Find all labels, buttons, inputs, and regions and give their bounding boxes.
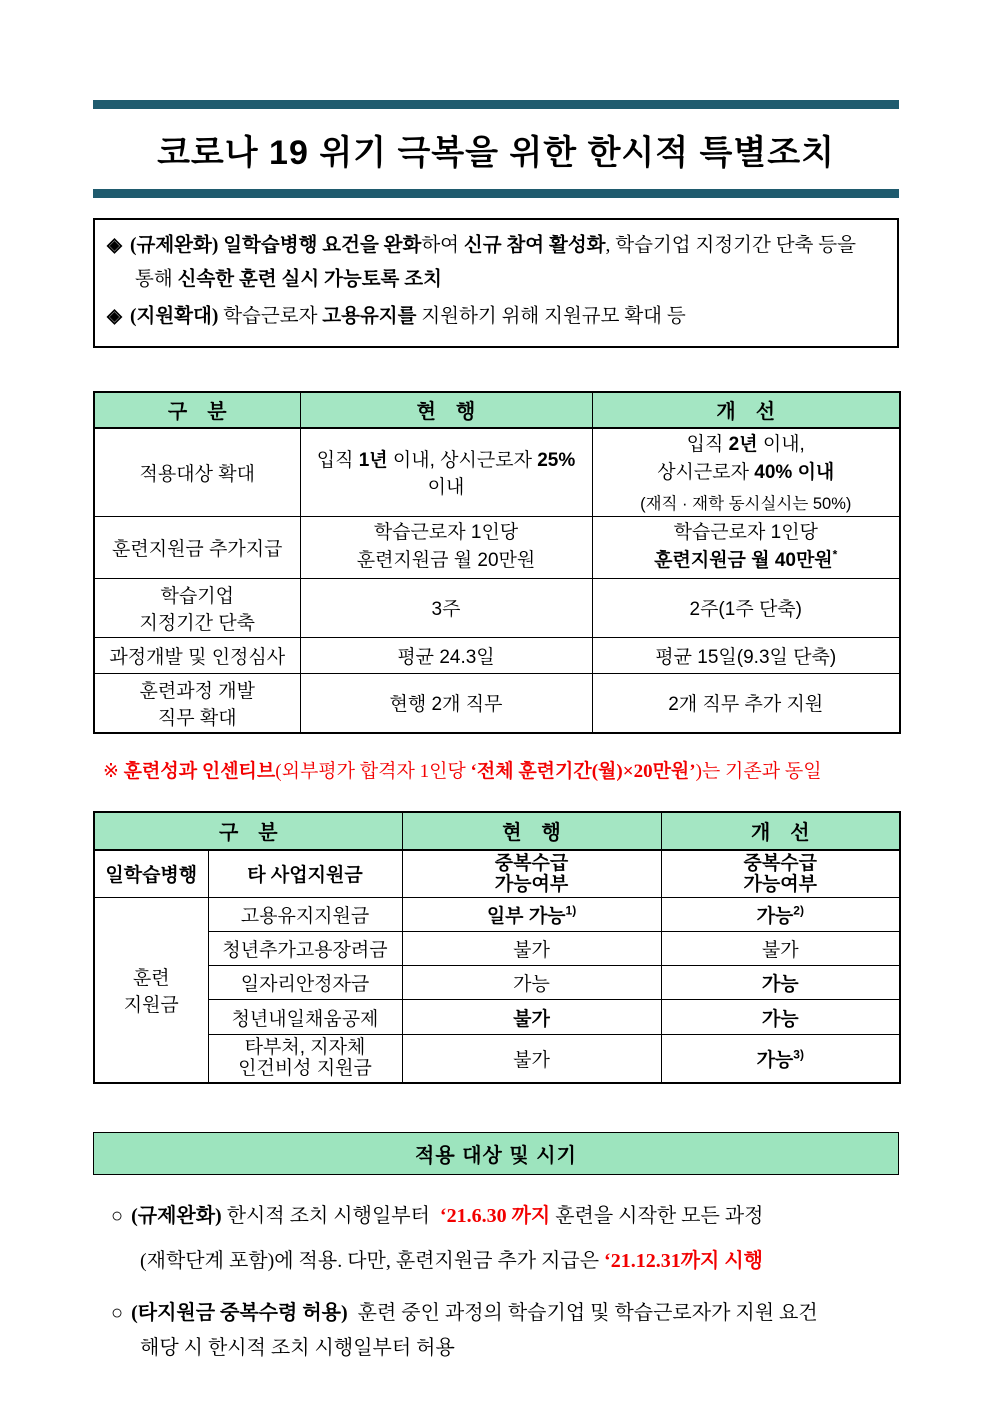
apply-section-header: [93, 1132, 899, 1175]
text-run: 지원하기 위해 지원규모 확대 등: [416, 306, 686, 328]
text-run: 고용유지를: [322, 306, 417, 328]
text-run: 가능: [756, 906, 794, 928]
cell-line: 타부처, 지자체: [244, 1037, 366, 1059]
text-run: 이내: [427, 477, 465, 499]
text-run: (재학단계 포함)에 적용. 다만, 훈련지원금 추가 지급은: [140, 1249, 605, 1272]
t1-r5-current: 현행 2개 직무: [300, 673, 592, 733]
t2-r3-subsidy: 일자리안정자금: [208, 966, 402, 1000]
t2-r2-subsidy: 청년추가고용장려금: [208, 932, 402, 966]
circle-bullet-icon: ○: [111, 1204, 124, 1227]
t2-r1-current: [402, 898, 661, 932]
t2-r3-improved: 가능: [661, 966, 900, 1000]
text-run: 입직: [686, 433, 729, 455]
circle-bullet-icon: ○: [111, 1301, 124, 1324]
text-run: )는 기존과 동일: [695, 760, 822, 782]
text-run: (외부평가 합격자 1인당: [275, 760, 471, 782]
t2-r1-subsidy: 고용유지지원금: [208, 898, 402, 932]
t2-r5-current: 불가: [402, 1035, 661, 1083]
cell-line: 훈련지원금 월 20만원: [356, 550, 536, 572]
cell-line: 학습근로자 1인당: [673, 521, 818, 543]
cell-line: 직무 확대: [157, 707, 237, 729]
incentive-note: [93, 756, 899, 783]
t1-r4-improved: 평균 15일(9.3일 단축): [592, 637, 900, 673]
bullet-overlap-allow: [93, 1299, 899, 1362]
text-run: 25%: [537, 450, 576, 472]
text-run: ‘전체 훈련기간(월)×20만원’: [470, 760, 696, 782]
overlap-table: [93, 811, 901, 1084]
text-run: 신규 참여 활성화: [463, 235, 606, 256]
table-row: [94, 932, 900, 966]
t2-r4-subsidy: 청년내일채움공제: [208, 1000, 402, 1035]
title-top-rule: [93, 100, 899, 109]
cell-line: (재직 · 재학 동시실시는 50%): [640, 494, 852, 513]
title-bottom-rule: [93, 189, 899, 198]
t1-r1-category: 적용대상 확대: [94, 428, 300, 517]
text-run: 일학습병행 요건을 완화: [223, 235, 422, 256]
t2-r1-improved: [661, 898, 900, 932]
footnote-marker: *: [832, 547, 838, 562]
t1-r2-category: 훈련지원금 추가지급: [94, 516, 300, 578]
summary-box: [93, 218, 899, 348]
diamond-icon: ◈: [107, 235, 122, 256]
t1-header-improved: 개 선: [592, 392, 900, 428]
cell-line: [597, 431, 896, 460]
text-run: ‘21.6.30 까지: [439, 1204, 551, 1227]
bullet-line: 해당 시 한시적 조치 시행일부터 허용: [140, 1336, 455, 1359]
t2-header-category: 구 분: [94, 812, 402, 850]
text-run: , 학습기업 지정기간 단축 등을 통해: [135, 235, 856, 290]
text-run: 훈련을 시작한 모든 과정: [550, 1204, 764, 1227]
text-run: 한시적 조치 시행일부터: [221, 1204, 440, 1227]
text-run: 입직: [316, 450, 359, 472]
table-row: [94, 1000, 900, 1035]
cell-line: 지정기간 단축: [139, 612, 255, 634]
text-run: 이내, 상시근로자: [387, 450, 538, 472]
bullet-line: [93, 1299, 899, 1327]
improvement-table: [93, 391, 901, 734]
table-row: [94, 578, 900, 637]
cell-line: 가능여부: [494, 873, 569, 895]
t2-subheader-row: [94, 850, 900, 898]
text-run: ※: [103, 760, 124, 782]
cell-line: [597, 547, 896, 576]
footnote-marker: 1): [565, 903, 577, 918]
t2-r4-current: 불가: [402, 1000, 661, 1035]
text-run: 가능: [756, 1049, 794, 1071]
t2-r5-improved: [661, 1035, 900, 1083]
t2-subheader-other-subsidy: 타 사업지원금: [208, 850, 402, 898]
table-row: [94, 966, 900, 1000]
table-row: [94, 516, 900, 578]
t1-r3-current: 3주: [300, 578, 592, 637]
t1-r5-category: [94, 673, 300, 733]
summary-item-support: [107, 300, 887, 334]
page-title: 코로나 19 위기 극복을 위한 한시적 특별조치: [157, 134, 835, 172]
t2-r2-current: 불가: [402, 932, 661, 966]
text-run: 40% 이내: [754, 462, 835, 484]
text-run: (규제완화): [131, 1204, 222, 1227]
t1-header-row: [94, 392, 900, 428]
cell-line: 지원금: [123, 994, 179, 1016]
footnote-marker: 2): [793, 903, 804, 918]
summary-item-regulation: [107, 229, 887, 296]
cell-line: 중복수급: [494, 852, 569, 874]
cell-line: 인건비성 지원금: [238, 1058, 372, 1080]
t1-r4-category: 과정개발 및 인정심사: [94, 637, 300, 673]
table-row: [94, 637, 900, 673]
table-row: [94, 673, 900, 733]
text-run: 하여: [421, 235, 464, 256]
text-run: 신속한 훈련 실시 가능토록 조치: [177, 268, 442, 290]
t1-header-category: 구 분: [94, 392, 300, 428]
t1-header-current: 현 행: [300, 392, 592, 428]
t2-group-cell: [94, 898, 208, 1083]
t2-subheader-improved-overlap: [661, 850, 900, 898]
t1-r2-improved: [592, 516, 900, 578]
t1-r1-improved: [592, 428, 900, 517]
t2-r2-improved: 불가: [661, 932, 900, 966]
table-row: [94, 428, 900, 517]
text-run: ‘21.12.31까지 시행: [604, 1249, 763, 1272]
text-run: 2년: [728, 433, 758, 455]
cell-line: 중복수급: [743, 852, 817, 874]
t2-subheader-program: 일학습병행: [94, 850, 208, 898]
text-run: 훈련성과 인센티브: [123, 760, 276, 782]
section-title: 적용 대상 및 시기: [415, 1144, 577, 1167]
t2-subheader-current-overlap: [402, 850, 661, 898]
table-row: [94, 898, 900, 932]
bullet-line: [93, 1247, 899, 1275]
t1-r3-category: [94, 578, 300, 637]
cell-line: 학습근로자 1인당: [373, 521, 519, 543]
text-run: (타지원금 중복수령 허용): [131, 1301, 348, 1324]
t2-r3-current: 가능: [402, 966, 661, 1000]
cell-line: [597, 459, 896, 488]
t2-header-improved: 개 선: [661, 812, 900, 850]
text-run: 일부 가능: [486, 906, 566, 928]
cell-line: 훈련과정 개발: [139, 680, 255, 702]
t2-r4-improved: 가능: [661, 1000, 900, 1035]
diamond-icon: ◈: [107, 306, 122, 328]
t1-r2-current: [300, 516, 592, 578]
bullet-regulation: [93, 1202, 899, 1275]
cell-line: 학습기업: [160, 585, 234, 607]
text-run: (지원확대): [130, 306, 224, 328]
text-run: 학습근로자: [223, 306, 323, 328]
text-run: 훈련 중인 과정의 학습기업 및 학습근로자가 지원 요건: [347, 1301, 818, 1324]
t2-header-current: 현 행: [402, 812, 661, 850]
text-run: 이내,: [757, 433, 805, 455]
text-run: 상시근로자: [657, 462, 755, 484]
t2-r5-subsidy: [208, 1035, 402, 1083]
text-run: 훈련지원금 월 40만원: [654, 550, 833, 572]
cell-line: 훈련: [132, 967, 170, 989]
t1-r4-current: 평균 24.3일: [300, 637, 592, 673]
t1-r1-current: [300, 428, 592, 517]
text-run: 1년: [358, 450, 388, 472]
t1-r5-improved: 2개 직무 추가 지원: [592, 673, 900, 733]
t2-header-row: [94, 812, 900, 850]
document-content: [93, 100, 899, 1362]
text-run: (규제완화): [130, 235, 224, 256]
footnote-marker: 3): [793, 1047, 804, 1062]
table-row: [94, 1035, 900, 1083]
t1-r3-improved: 2주(1주 단축): [592, 578, 900, 637]
apply-details: [93, 1202, 899, 1362]
cell-line: 가능여부: [743, 873, 817, 895]
bullet-line: [93, 1202, 899, 1230]
